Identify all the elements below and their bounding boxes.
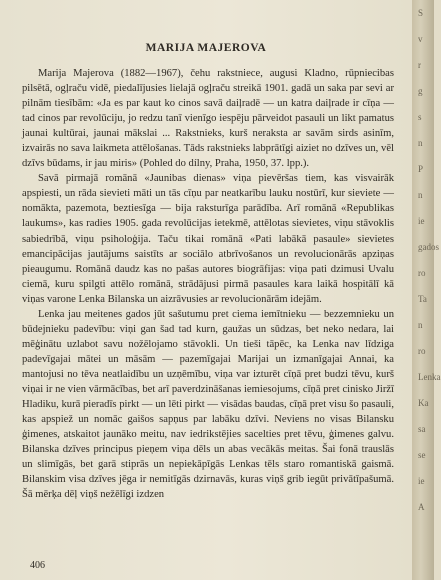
margin-fragment: A (418, 502, 425, 512)
margin-fragment: n (418, 138, 423, 148)
margin-fragment: ro (418, 346, 426, 356)
page-number: 406 (30, 560, 45, 571)
margin-fragment: v (418, 34, 423, 44)
margin-fragment: P (418, 164, 424, 174)
paragraph-3: Lenka jau meitenes gados jūt sašutumu pret ciema iemītnieku — bezzemnieku un būdejnieku padevību: viņi gan šad tad kurn, gaužas un sūdzas, bet neko nedara, lai mēģinātu uzlabot savu nožēlojamo stāvokli. Un tieši tāpēc, ka Lenka nav līdziga padevīgajai mātei un māsām — pazemīgajai Marijai un izmanīgajai Annai, ka mantojusi no tēva neatlaidību un uzņēmību, viņa var izturēt cīņā pret budzi tēvu, kurš viņai ir ne vien vārmācības, bet arī paverdzināšanas iemiesojums, cīņā pret cinisko Jiržī Hladiku, kurā pieradīs pirkt — un lēti pirkt — visādas baudas, cīņā pret visu šo pasauli, kas apspiež un nomāc gaišos sapņus par labāku dzīvi. Neviens no visas Bilansku ģimenes, atskaitot jaunāko meitu, nav iedrikstējies sacelties pret tēvu, ģimenes galvu. Bilanska dzīves principus pieņem viņa dēls un abas vecākās meitas. Šai fonā trauslās un slimīgās, bet garā stiprās un nepiekāpīgās Lenkas tēls staro romantiskā gaismā. Bilanskim visa dzīves jēga ir nemitīgās dzirnavās, kuras viņš grib iegūt privātīpašumā. Šā mērķa dēļ viņš nežēlīgi izdzen (22, 308, 394, 501)
margin-fragment: Ta (418, 294, 427, 304)
body-text (22, 66, 394, 502)
margin-fragment: Ka (418, 398, 429, 408)
margin-fragment: s (418, 112, 422, 122)
paragraph-1: Marija Majerova (1882—1967), čehu rakstniece, augusi Kladno, rūpniecibas pilsētā, ogļraču vidē, piedalījusies lielajā ogļraču streikā 1901. gadā un saka par sevi ar pilnām tiesībām: «Ja es par kaut ko cinos savā daiļradē — un katra daiļrade ir cīņa — tad cinos par revolūciju, jo redzu tanī vienīgo iespēju pārveidot pasauli un likt pamatus jaunai kultūrai, jaunai mākslai ... Rakstnieks, kurš neraksta ar savām sirds asinīm, izvairās no sava laikmeta attēlošanas. Tāds rakstnieks labprātīgi aiziet no dzīves un, vēl dzīvs būdams, ir jau miris» (Pohled do dílny, Praha, 1950, 37. lpp.). (22, 68, 394, 170)
adjacent-page-edge (412, 0, 441, 580)
margin-fragment: sa (418, 424, 426, 434)
margin-fragment: ro (418, 268, 426, 278)
margin-fragment: r (418, 60, 421, 70)
margin-fragment: ie (418, 476, 425, 486)
margin-fragment: gados (418, 242, 439, 252)
margin-fragment: S (418, 8, 424, 18)
margin-fragment: g (418, 86, 423, 96)
margin-fragment: n (418, 190, 423, 200)
margin-fragment: ie (418, 216, 425, 226)
chapter-title: MARIJA MAJEROVA (145, 42, 267, 54)
margin-fragment: n (418, 320, 423, 330)
paragraph-2: Savā pirmajā romānā «Jaunibas dienas» viņa pievēršas tiem, kas visvairāk apspiesti, un rāda sievieti māti un tās cīņu par neatkarību lauku nostūrī, kur sieviete — nomākta, pazemota, beztiesīga — bija raksturīga parādība. Arī romānā «Republikas laukums», kas radies 1905. gada revolūcijas ietekmē, attēlotas sievietes, viņu stāvoklis sabiedrībā, viņu psiholoģija. Taču tikai romānā «Pati labākā pasaule» sievietes emancipācijas jautājums saistīts ar sociālo atbrīvošanos un revolucionārās apziņas pieaugumu. Romānā daudz kas no pašas autores biogrāfijas: viņa pati dzimusi Uvalu ciemā, kuru spilgti attēlo romānā, strādājusi pirmā pasaules kara laikā hospitālī kā viņas varone Lenka Bilanska un aizrāvusies ar revolucionārām idejām. (22, 173, 394, 305)
margin-fragment: se (418, 450, 426, 460)
margin-fragment: Lenka (418, 372, 441, 382)
